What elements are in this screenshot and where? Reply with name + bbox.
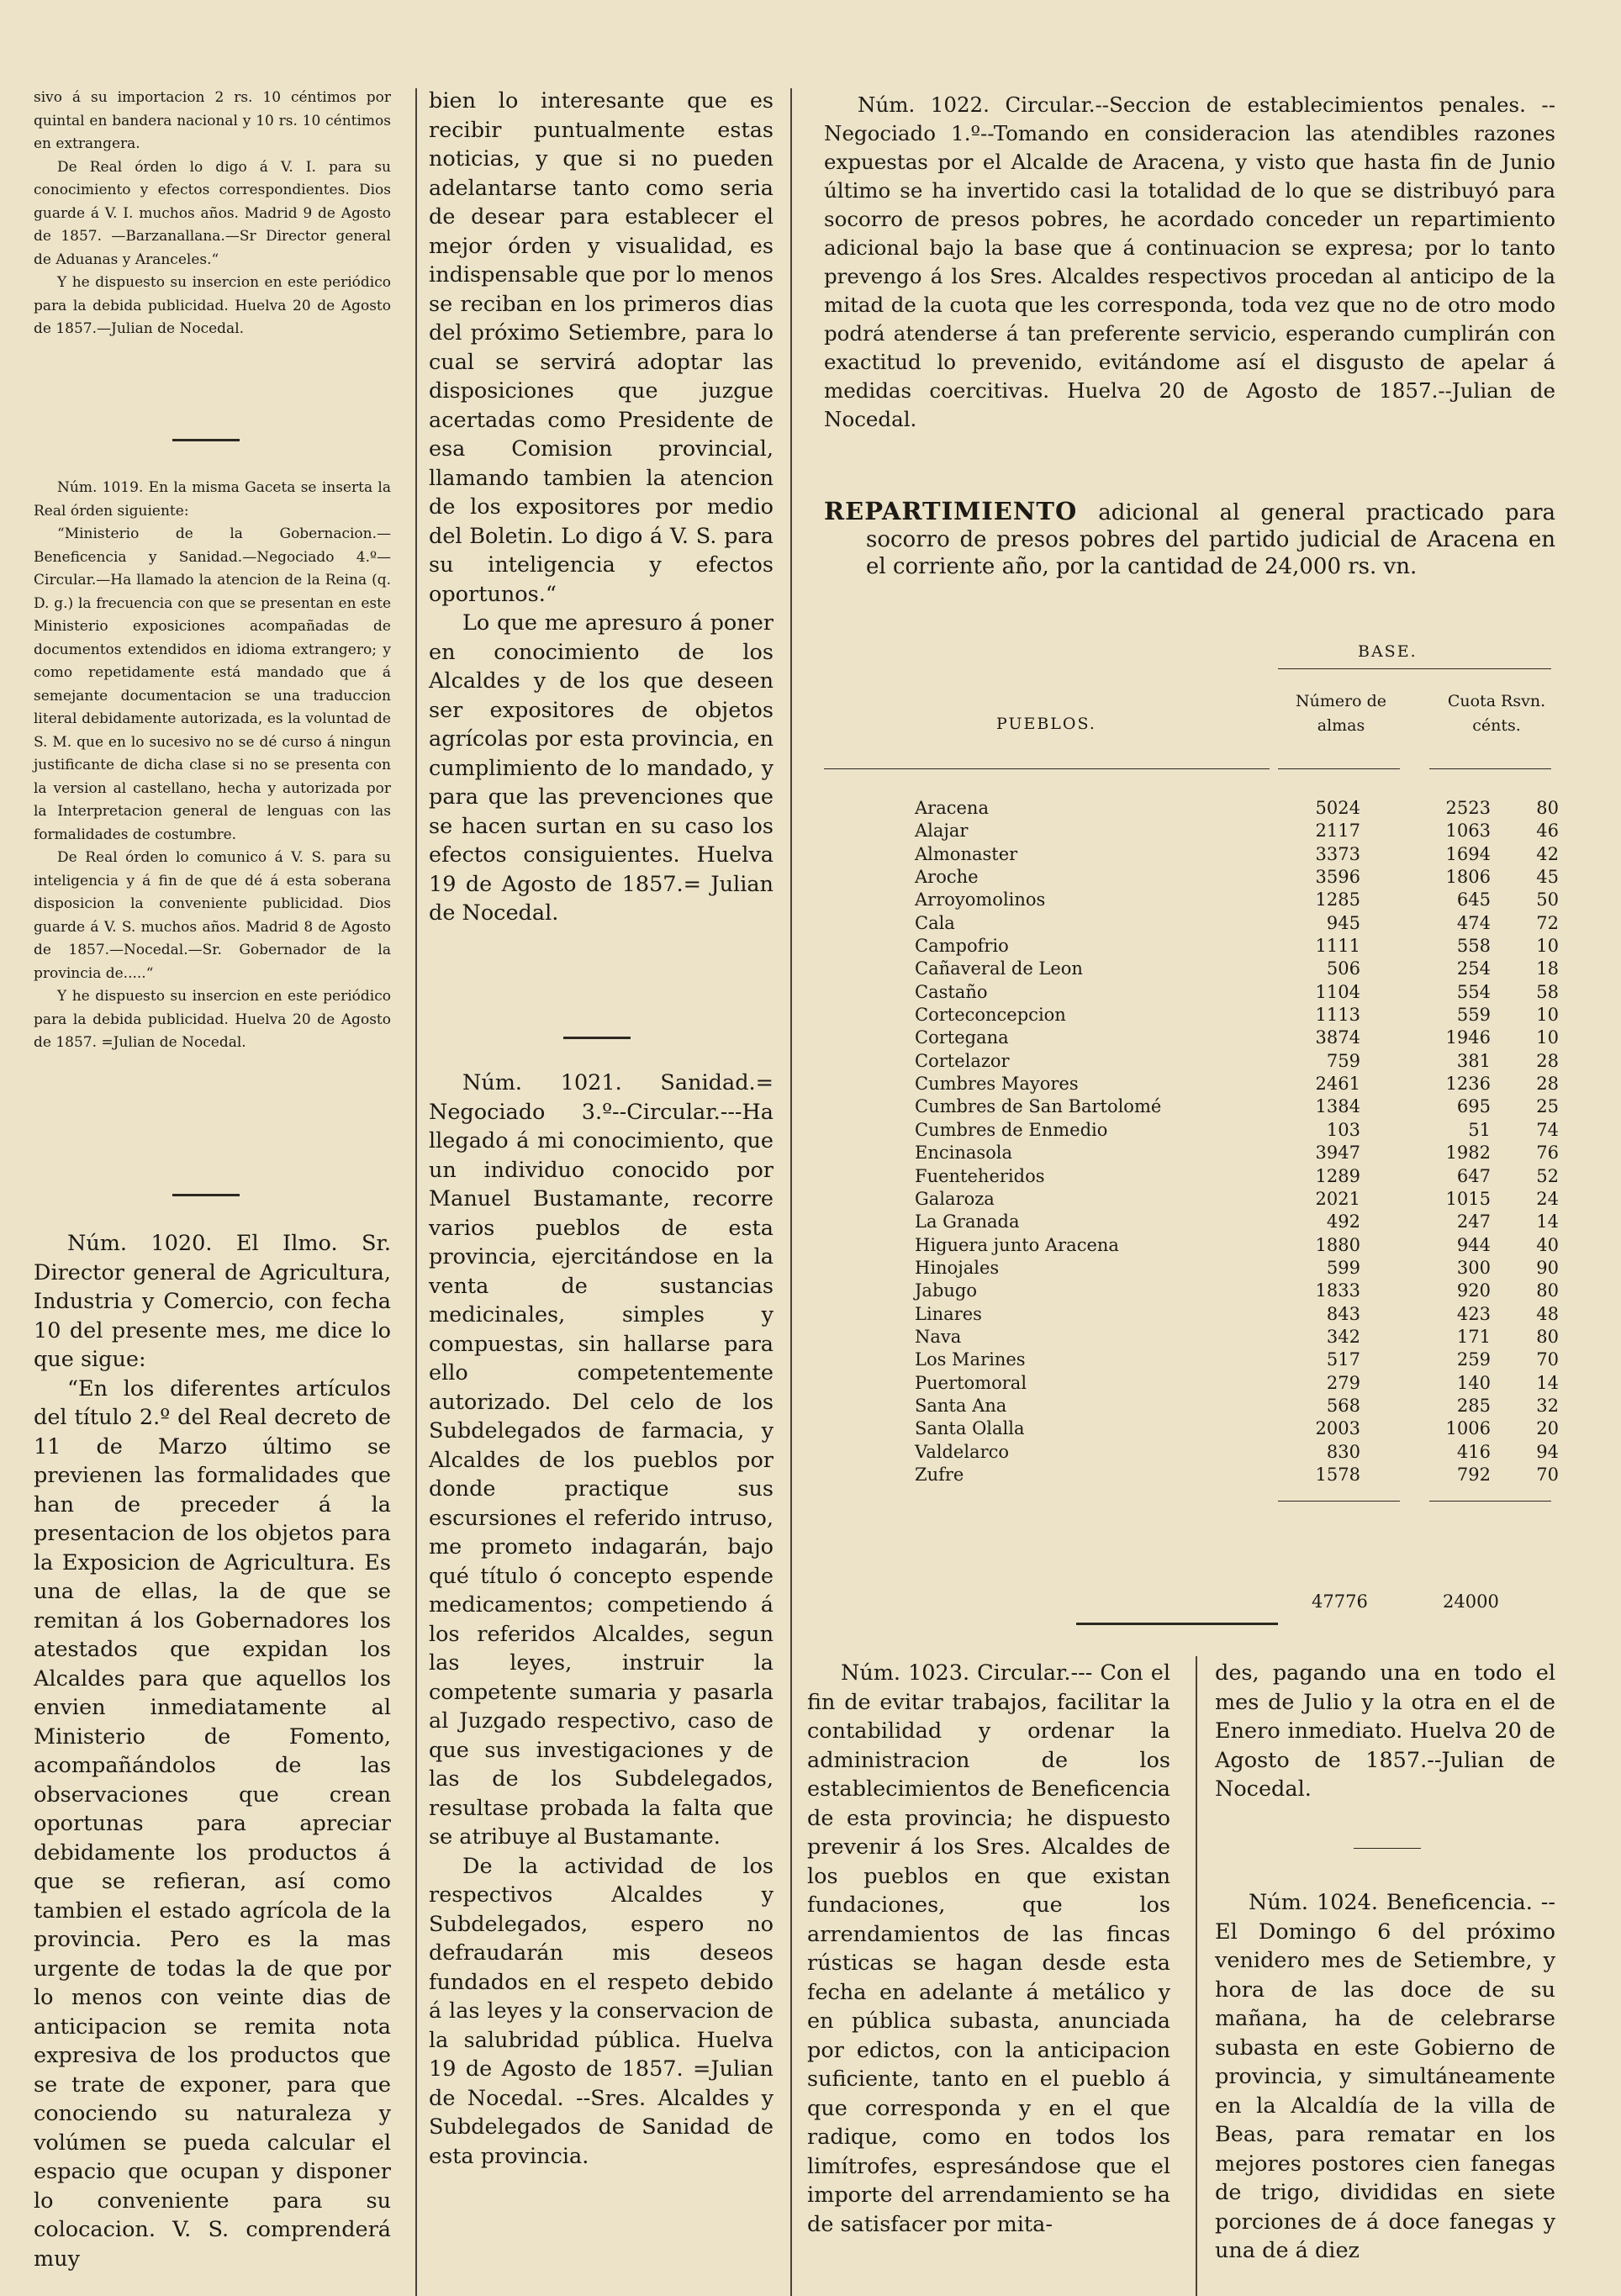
table-row	[824, 1142, 1559, 1164]
numero-almas: 3874	[1315, 1027, 1360, 1048]
cuota-reales: 423	[1456, 1303, 1491, 1324]
section-separator	[563, 1037, 631, 1039]
cuota-reales: 171	[1456, 1326, 1491, 1347]
table-row	[824, 1050, 1559, 1073]
pueblo-name: Cumbres de Enmedio	[915, 1119, 1108, 1140]
cuota-reales: 558	[1456, 936, 1491, 957]
cuota-centimos: 40	[1536, 1234, 1559, 1255]
cuota-reales: 554	[1456, 981, 1491, 1002]
pueblo-name: Encinasola	[915, 1143, 1013, 1164]
pueblo-name: Cumbres de San Bartolomé	[915, 1096, 1162, 1117]
cuota-centimos: 20	[1536, 1418, 1559, 1439]
numero-almas: 759	[1326, 1050, 1360, 1071]
pueblo-name: Aroche	[915, 867, 979, 888]
paragraph: Núm. 1022. Circular.--Seccion de establecimientos penales. --Negociado 1.º--Tomando en consideracion las atendibles razones expuestas por el Alcalde de Aracena, y visto que hasta fin de Junio último se ha invertido casi la totalidad de lo que se distribuyó para socorro de presos pobres, he acordado conceder un repartimiento adicional bajo la base que á continuacion se expresa; por lo tanto prevengo á los Sres. Alcaldes respectivos procedan al anticipo de la mitad de la cuota que les corresponda, toda vez que no de otro modo podrá atenderse á tan preferente servicio, esperando cumplirán con exactitud lo prevenido, evitándome así el disgusto de apelar á medidas coercitivas. Huelva 20 de Agosto de 1857.--Julian de Nocedal.	[824, 92, 1555, 431]
table-row	[824, 1257, 1559, 1280]
cuota-reales: 254	[1456, 958, 1491, 979]
table-row	[824, 1280, 1559, 1302]
cuota-reales: 2523	[1445, 798, 1491, 818]
repartimiento-heading	[824, 498, 1555, 580]
header-rule	[1278, 668, 1551, 669]
cuota-centimos: 14	[1536, 1211, 1559, 1232]
column-2	[429, 87, 774, 928]
cuota-centimos: 42	[1536, 843, 1559, 864]
numero-almas: 1111	[1315, 936, 1360, 957]
repartimiento-title: REPARTIMIENTO	[824, 497, 1078, 525]
numero-almas: 1289	[1315, 1165, 1360, 1186]
paragraph: De Real órden lo digo á V. I. para su conocimiento y efectos correspondientes. Dios guarde á V. I. muchos años. Madrid 9 de Agosto de 1857. —Barzanallana.—Sr Director general de Aduanas y Aranceles.“	[34, 158, 391, 268]
cuota-reales: 1982	[1445, 1143, 1491, 1164]
paragraph: bien lo interesante que es recibir puntualmente estas noticias, y que si no pueden adelantarse tanto como seria de desear para establecer el mejor órden y visualidad, es indispensable que por lo menos se reciban en los primeros dias del próximo Setiembre, para lo cual se servirá adoptar las disposiciones que juzgue acertadas como Presidente de esa Comision provincial, llamando tambien la atencion de los expositores por medio del Boletin. Lo digo á V. S. para su inteligencia y efectos oportunos.“	[429, 88, 774, 607]
total-rule	[1278, 1501, 1400, 1502]
table-row	[824, 1004, 1559, 1027]
cuota-centimos: 72	[1536, 912, 1559, 933]
column-4	[1215, 1659, 1555, 1804]
paragraph: Núm. 1020. El Ilmo. Sr. Director general de Agricultura, Industria y Comercio, con fecha 10 del presente mes, me dice lo que sigue:	[34, 1231, 391, 1372]
table-row	[824, 958, 1559, 980]
table-row	[824, 1211, 1559, 1233]
numero-almas: 1113	[1315, 1005, 1360, 1026]
pueblo-name: Cañaveral de Leon	[915, 958, 1083, 979]
cuota-reales: 1236	[1445, 1074, 1491, 1095]
table-row	[824, 1395, 1559, 1417]
cuota-reales: 247	[1456, 1211, 1491, 1232]
pueblo-name: Alajar	[915, 821, 969, 842]
pueblo-name: Aracena	[915, 798, 989, 818]
total-numero: 47776	[1312, 1591, 1368, 1612]
table-row	[824, 1073, 1559, 1095]
paragraph: Y he dispuesto su insercion en este periódico para la debida publicidad. Huelva 20 de Agosto de 1857.—Julian de Nocedal.	[34, 274, 391, 337]
table-col-cuota: Cuota Rsvn. cénts.	[1447, 692, 1546, 735]
table-row	[824, 981, 1559, 1004]
pueblo-name: Nava	[915, 1326, 962, 1347]
table-row	[824, 1372, 1559, 1395]
cuota-centimos: 45	[1536, 867, 1559, 888]
cuota-reales: 920	[1456, 1280, 1491, 1301]
cuota-reales: 416	[1456, 1441, 1491, 1462]
table-row	[824, 1326, 1559, 1349]
pueblo-name: Hinojales	[915, 1257, 1000, 1278]
pueblo-name: Arroyomolinos	[915, 889, 1046, 910]
cuota-reales: 647	[1456, 1165, 1491, 1186]
cuota-centimos: 24	[1536, 1188, 1559, 1209]
pueblo-name: Almonaster	[915, 843, 1018, 864]
column-4-section-1024	[1215, 1888, 1555, 2266]
table-row	[824, 1188, 1559, 1211]
numero-almas: 506	[1326, 958, 1360, 979]
column-rule	[415, 88, 417, 2296]
numero-almas: 2117	[1315, 821, 1360, 842]
numero-almas: 843	[1326, 1303, 1360, 1324]
cuota-reales: 140	[1456, 1372, 1491, 1393]
total-rule	[1429, 1501, 1551, 1502]
cuota-centimos: 28	[1536, 1074, 1559, 1095]
pueblo-name: Los Marines	[915, 1349, 1026, 1370]
section-separator	[172, 1194, 240, 1196]
cuota-reales: 645	[1456, 889, 1491, 910]
table-row	[824, 1441, 1559, 1464]
section-separator	[172, 439, 240, 441]
table-col-pueblos: PUEBLOS.	[996, 715, 1096, 733]
header-rule	[1278, 768, 1400, 769]
cuota-centimos: 70	[1536, 1464, 1559, 1485]
cuota-reales: 1806	[1445, 867, 1491, 888]
section-separator	[1076, 1623, 1278, 1625]
numero-almas: 1384	[1315, 1096, 1360, 1117]
cuota-centimos: 18	[1536, 958, 1559, 979]
cuota-centimos: 94	[1536, 1441, 1559, 1462]
paragraph: sivo á su importacion 2 rs. 10 céntimos por quintal en bandera nacional y 10 rs. 10 céntimos en extrangera.	[34, 89, 391, 152]
table-row	[824, 1417, 1559, 1440]
column-1-section-1019	[34, 477, 391, 1055]
pueblo-name: Higuera junto Aracena	[915, 1234, 1119, 1255]
paragraph: “Ministerio de la Gobernacion.— Beneficencia y Sanidad.—Negociado 4.º—Circular.—Ha llamado la atencion de la Reina (q. D. g.) la frecuencia con que se presentan en este Ministerio exposiciones acompañadas de documentos extendidos en idioma extrangero; y como repetidamente está mandado que á semejante documentacion se una traduccion literal debidamente autorizada, es la voluntad de S. M. que en lo sucesivo no se dé curso á ningun justificante de dicha clase si no se presenta con la version al castellano, hecha y autorizada por la Interpretacion general de lenguas con las formalidades de costumbre.	[34, 525, 391, 843]
cuota-centimos: 10	[1536, 936, 1559, 957]
cuota-reales: 559	[1456, 1005, 1491, 1026]
total-cuota: 24000	[1443, 1591, 1499, 1612]
header-rule	[1429, 768, 1551, 769]
numero-almas: 279	[1326, 1372, 1360, 1393]
table-row	[824, 1349, 1559, 1371]
table-row	[824, 1165, 1559, 1188]
column-1-section-1020	[34, 1229, 391, 2273]
numero-almas: 1833	[1315, 1280, 1360, 1301]
numero-almas: 3596	[1315, 867, 1360, 888]
cuota-centimos: 14	[1536, 1372, 1559, 1393]
table-col-numero: Número de almas	[1295, 692, 1387, 735]
numero-almas: 1578	[1315, 1464, 1360, 1485]
pueblo-name: Jabugo	[915, 1280, 977, 1301]
cuota-centimos: 50	[1536, 889, 1559, 910]
table-row	[824, 866, 1559, 889]
numero-almas: 1104	[1315, 981, 1360, 1002]
table-row	[824, 820, 1559, 842]
pueblo-name: Linares	[915, 1303, 982, 1324]
numero-almas: 342	[1326, 1326, 1360, 1347]
numero-almas: 517	[1326, 1349, 1360, 1370]
numero-almas: 830	[1326, 1441, 1360, 1462]
cuota-reales: 474	[1456, 912, 1491, 933]
numero-almas: 1880	[1315, 1234, 1360, 1255]
cuota-centimos: 52	[1536, 1165, 1559, 1186]
pueblo-name: Castaño	[915, 981, 988, 1002]
pueblo-name: La Granada	[915, 1211, 1020, 1232]
cuota-reales: 51	[1468, 1119, 1491, 1140]
table-row	[824, 1464, 1559, 1486]
paragraph: Núm. 1023. Circular.--- Con el fin de evitar trabajos, facilitar la contabilidad y ordenar la administracion de los establecimientos de Beneficencia de esta provincia; he dispuesto prevenir á los Sres. Alcaldes de los pueblos en que existan fundaciones, que los arrendamientos de las fincas rústicas se hagan desde esta fecha en adelante á metálico y en pública subasta, anunciada por edictos, con la anticipacion suficiente, tanto en el pueblo á que corresponda y en el que radique, como en todos los limítrofes, espresándose que el importe del arrendamiento se ha de satisfacer por mita-	[807, 1660, 1170, 2237]
cuota-reales: 1946	[1445, 1027, 1491, 1048]
cuota-centimos: 48	[1536, 1303, 1559, 1324]
repartimiento-subtitle: adicional al general practicado para socorro de presos pobres del partido judicial de Aracena en el corriente año, por la cantidad de 24,000 rs. vn.	[866, 500, 1555, 579]
cuota-centimos: 90	[1536, 1257, 1559, 1278]
table-row	[824, 889, 1559, 911]
paragraph: Núm. 1024. Beneficencia. --El Domingo 6 del próximo venidero mes de Setiembre, y hora de las doce de su mañana, ha de celebrarse subasta en este Gobierno de provincia, y simultáneamente en la Alcaldía de la villa de Beas, para rematar en los mejores postores cien fanegas de trigo, divididas en siete porciones de á doce fanegas y una de á diez	[1215, 1890, 1555, 2263]
cuota-reales: 792	[1456, 1464, 1491, 1485]
numero-almas: 5024	[1315, 798, 1360, 818]
column-rule	[1196, 1656, 1197, 2296]
cuota-reales: 259	[1456, 1349, 1491, 1370]
cuota-reales: 695	[1456, 1096, 1491, 1117]
pueblo-name: Cala	[915, 912, 955, 933]
cuota-reales: 1006	[1445, 1418, 1491, 1439]
numero-almas: 2021	[1315, 1188, 1360, 1209]
cuota-reales: 944	[1456, 1234, 1491, 1255]
table-row	[824, 1119, 1559, 1142]
pueblo-name: Cumbres Mayores	[915, 1074, 1079, 1095]
header-rule	[824, 768, 1270, 769]
column-3	[807, 1659, 1170, 2239]
table-base-label: BASE.	[1358, 642, 1418, 661]
pueblo-name: Santa Ana	[915, 1395, 1007, 1416]
cuota-reales: 1063	[1445, 821, 1491, 842]
table-row	[824, 912, 1559, 935]
numero-almas: 2003	[1315, 1418, 1360, 1439]
pueblo-name: Zufre	[915, 1464, 964, 1485]
table-row	[824, 843, 1559, 866]
table-row	[824, 1234, 1559, 1257]
table-row	[824, 1095, 1559, 1118]
paragraph: Núm. 1021. Sanidad.= Negociado 3.º--Circular.---Ha llegado á mi conocimiento, que un individuo conocido por Manuel Bustamante, recorre varios pueblos de esta provincia, ejercitándose en la venta de sustancias medicinales, simples y compuestas, sin hallarse para ello competentemente autorizado. Del celo de los Subdelegados de farmacia, y Alcaldes de los pueblos por donde practique sus escursiones el referido intruso, me prometo indagarán, bajo qué título ó concepto espende medicamentos; competiendo á los referidos Alcaldes, segun las leyes, instruir la competente sumaria y pasarla al Juzgado respectivo, caso de que sus investigaciones y de las de los Subdelegados, resultase probada la falta que se atribuye al Bustamante.	[429, 1070, 774, 1850]
section-separator	[1354, 1848, 1421, 1849]
cuota-reales: 285	[1456, 1395, 1491, 1416]
paragraph: Y he dispuesto su insercion en este periódico para la debida publicidad. Huelva 20 de Agosto de 1857. =Julian de Nocedal.	[34, 988, 391, 1051]
paragraph: De Real órden lo comunico á V. S. para su inteligencia y á fin de que dé á esta soberana disposicion la conveniente publicidad. Dios guarde á V. S. muchos años. Madrid 8 de Agosto de 1857.—Nocedal.—Sr. Gobernador de la provincia de.....“	[34, 849, 391, 982]
numero-almas: 3947	[1315, 1143, 1360, 1164]
table-row	[824, 797, 1559, 820]
numero-almas: 103	[1326, 1119, 1360, 1140]
pueblo-name: Cortegana	[915, 1027, 1009, 1048]
cuota-centimos: 28	[1536, 1050, 1559, 1071]
pueblo-name: Fuenteheridos	[915, 1165, 1045, 1186]
numero-almas: 945	[1326, 912, 1360, 933]
cuota-centimos: 58	[1536, 981, 1559, 1002]
repartimiento-table	[824, 797, 1559, 1486]
pueblo-name: Valdelarco	[915, 1441, 1010, 1462]
pueblo-name: Puertomoral	[915, 1372, 1027, 1393]
table-row	[824, 1027, 1559, 1049]
numero-almas: 3373	[1315, 843, 1360, 864]
cuota-centimos: 76	[1536, 1143, 1559, 1164]
numero-almas: 568	[1326, 1395, 1360, 1416]
pueblo-name: Campofrio	[915, 936, 1009, 957]
numero-almas: 1285	[1315, 889, 1360, 910]
table-row	[824, 1303, 1559, 1326]
table-row	[824, 935, 1559, 958]
pueblo-name: Cortelazor	[915, 1050, 1010, 1071]
paragraph: des, pagando una en todo el mes de Julio y la otra en el de Enero inmediato. Huelva 20 de Agosto de 1857.--Julian de Nocedal.	[1215, 1660, 1555, 1802]
column-2-section-1021	[429, 1069, 774, 2171]
cuota-reales: 1015	[1445, 1188, 1491, 1209]
pueblo-name: Corteconcepcion	[915, 1005, 1066, 1026]
numero-almas: 492	[1326, 1211, 1360, 1232]
cuota-centimos: 80	[1536, 798, 1559, 818]
cuota-centimos: 80	[1536, 1326, 1559, 1347]
numero-almas: 599	[1326, 1257, 1360, 1278]
paragraph: Lo que me apresuro á poner en conocimiento de los Alcaldes y de los que deseen ser expositores de objetos agrícolas por esta provincia, en cumplimiento de lo mandado, y para que las prevenciones que se hacen surtan en su caso los efectos consiguientes. Huelva 19 de Agosto de 1857.= Julian de Nocedal.	[429, 610, 774, 926]
pueblo-name: Santa Olalla	[915, 1418, 1025, 1439]
cuota-centimos: 74	[1536, 1119, 1559, 1140]
paragraph: “En los diferentes artículos del título 2.º del Real decreto de 11 de Marzo último se previenen las formalidades que han de preceder á la presentacion de los objetos para la Exposicion de Agricultura. Es una de ellas, la de que se remitan á los Gobernadores los atestados que expidan los Alcaldes para que aquellos los envien inmediatamente al Ministerio de Fomento, acompañándolos de las observaciones que crean oportunas para apreciar debidamente los productos á que se refieran, así como tambien el estado agrícola de la provincia. Pero es la mas urgente de todas la de que por lo menos con veinte dias de anticipacion se remita nota expresiva de los productos que se trate de exponer, para que conociendo su naturaleza y volúmen se pueda calcular el espacio que ocupan y disponer lo conveniente para su colocacion. V. S. comprenderá muy	[34, 1375, 391, 2272]
cuota-centimos: 25	[1536, 1096, 1559, 1117]
section-1022	[824, 91, 1555, 434]
paragraph: Núm. 1019. En la misma Gaceta se inserta la Real órden siguiente:	[34, 479, 391, 520]
cuota-centimos: 46	[1536, 821, 1559, 842]
cuota-centimos: 10	[1536, 1027, 1559, 1048]
column-rule	[790, 88, 792, 2296]
column-1	[34, 87, 391, 341]
numero-almas: 2461	[1315, 1074, 1360, 1095]
cuota-centimos: 80	[1536, 1280, 1559, 1301]
cuota-centimos: 70	[1536, 1349, 1559, 1370]
cuota-reales: 300	[1456, 1257, 1491, 1278]
cuota-centimos: 32	[1536, 1395, 1559, 1416]
cuota-reales: 381	[1456, 1050, 1491, 1071]
paragraph: De la actividad de los respectivos Alcaldes y Subdelegados, espero no defraudarán mis deseos fundados en el respeto debido á las leyes y la conservacion de la salubridad pública. Huelva 19 de Agosto de 1857. =Julian de Nocedal. --Sres. Alcaldes y Subdelegados de Sanidad de esta provincia.	[429, 1853, 774, 2169]
cuota-reales: 1694	[1445, 843, 1491, 864]
cuota-centimos: 10	[1536, 1005, 1559, 1026]
pueblo-name: Galaroza	[915, 1188, 995, 1209]
